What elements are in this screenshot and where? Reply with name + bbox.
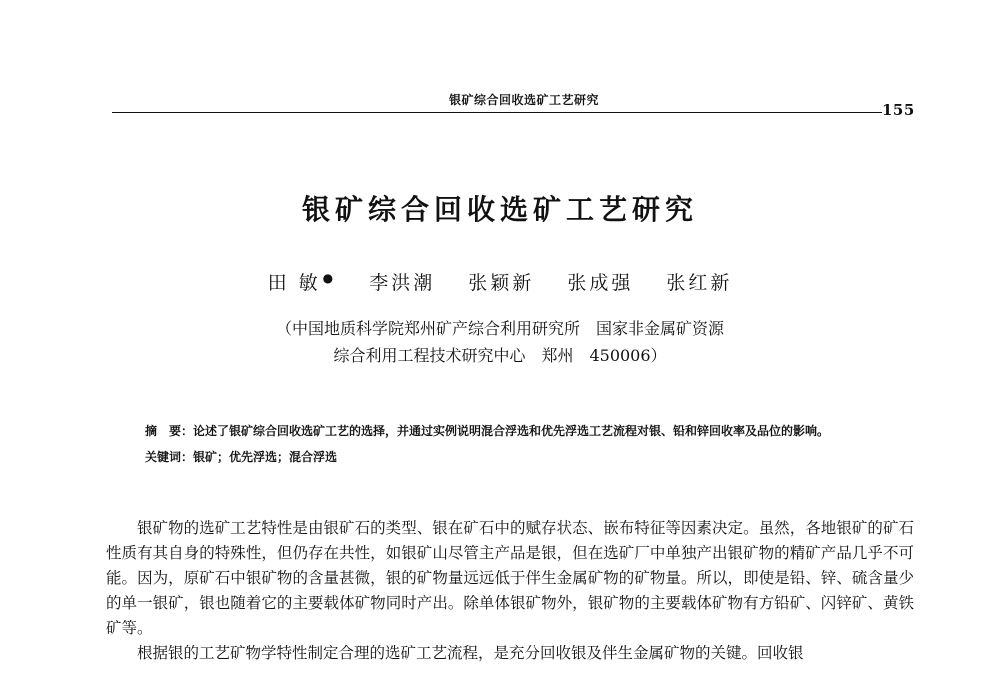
abstract-text: 论述了银矿综合回收选矿工艺的选择，并通过实例说明混合浮选和优先浮选工艺流程对银、铅和锌回收率及品位的影响。 [193, 424, 830, 438]
author [268, 268, 337, 295]
page-number: 155 [882, 101, 915, 119]
author-name: 田 敏 [267, 272, 321, 294]
paper-title: 银矿综合回收选矿工艺研究 [301, 193, 698, 226]
author-name: 张成强 [567, 272, 634, 294]
abstract-block [145, 419, 885, 469]
author [369, 268, 435, 295]
author [468, 268, 534, 295]
keywords-label: 关键词： [145, 450, 194, 464]
abstract-label: 摘 要： [145, 424, 194, 438]
body-paragraph: 银矿物的选矿工艺特性是由银矿石的类型、银在矿石中的赋存状态、嵌布特征等因素决定。虽然，各地银矿的矿石性质有其自身的特殊性，但仍存在共性，如银矿山尽管主产品是银，但在选矿厂中单独产出银矿物的精矿产品几乎不可能。因为，原矿石中银矿物的含量甚微，银的矿物量远远低于伴生金属矿物的矿物量。所以，即使是铅、锌、硫含量少的单一银矿，银也随着它的主要载体矿物同时产出。除单体银矿物外，银矿物的主要载体矿物有方铅矿、闪锌矿、黄铁矿等。 [106, 519, 914, 637]
body-paragraph: 根据银的工艺矿物学特性制定合理的选矿工艺流程，是充分回收银及伴生金属矿物的关键。回收银 [137, 644, 804, 662]
author [567, 268, 633, 295]
header-rule [112, 112, 882, 113]
abstract [145, 419, 885, 443]
body-text [106, 516, 914, 666]
author-name: 张颖新 [468, 272, 535, 294]
author-name: 李洪潮 [369, 272, 436, 294]
corresponding-author-mark: ● [322, 270, 337, 285]
affiliation-line: （中国地质科学院郑州矿产综合利用研究所 国家非金属矿资源 [275, 319, 724, 338]
affiliation-line: 综合利用工程技术研究中心 郑州 450006） [333, 346, 667, 365]
keywords [145, 445, 885, 469]
keywords-text: 银矿；优先浮选；混合浮选 [193, 450, 338, 464]
author-list [0, 268, 1000, 295]
affiliation [0, 315, 1000, 369]
running-header [0, 91, 1000, 119]
author-name: 张红新 [666, 272, 733, 294]
author [666, 268, 732, 295]
running-title: 银矿综合回收选矿工艺研究 [448, 93, 599, 107]
